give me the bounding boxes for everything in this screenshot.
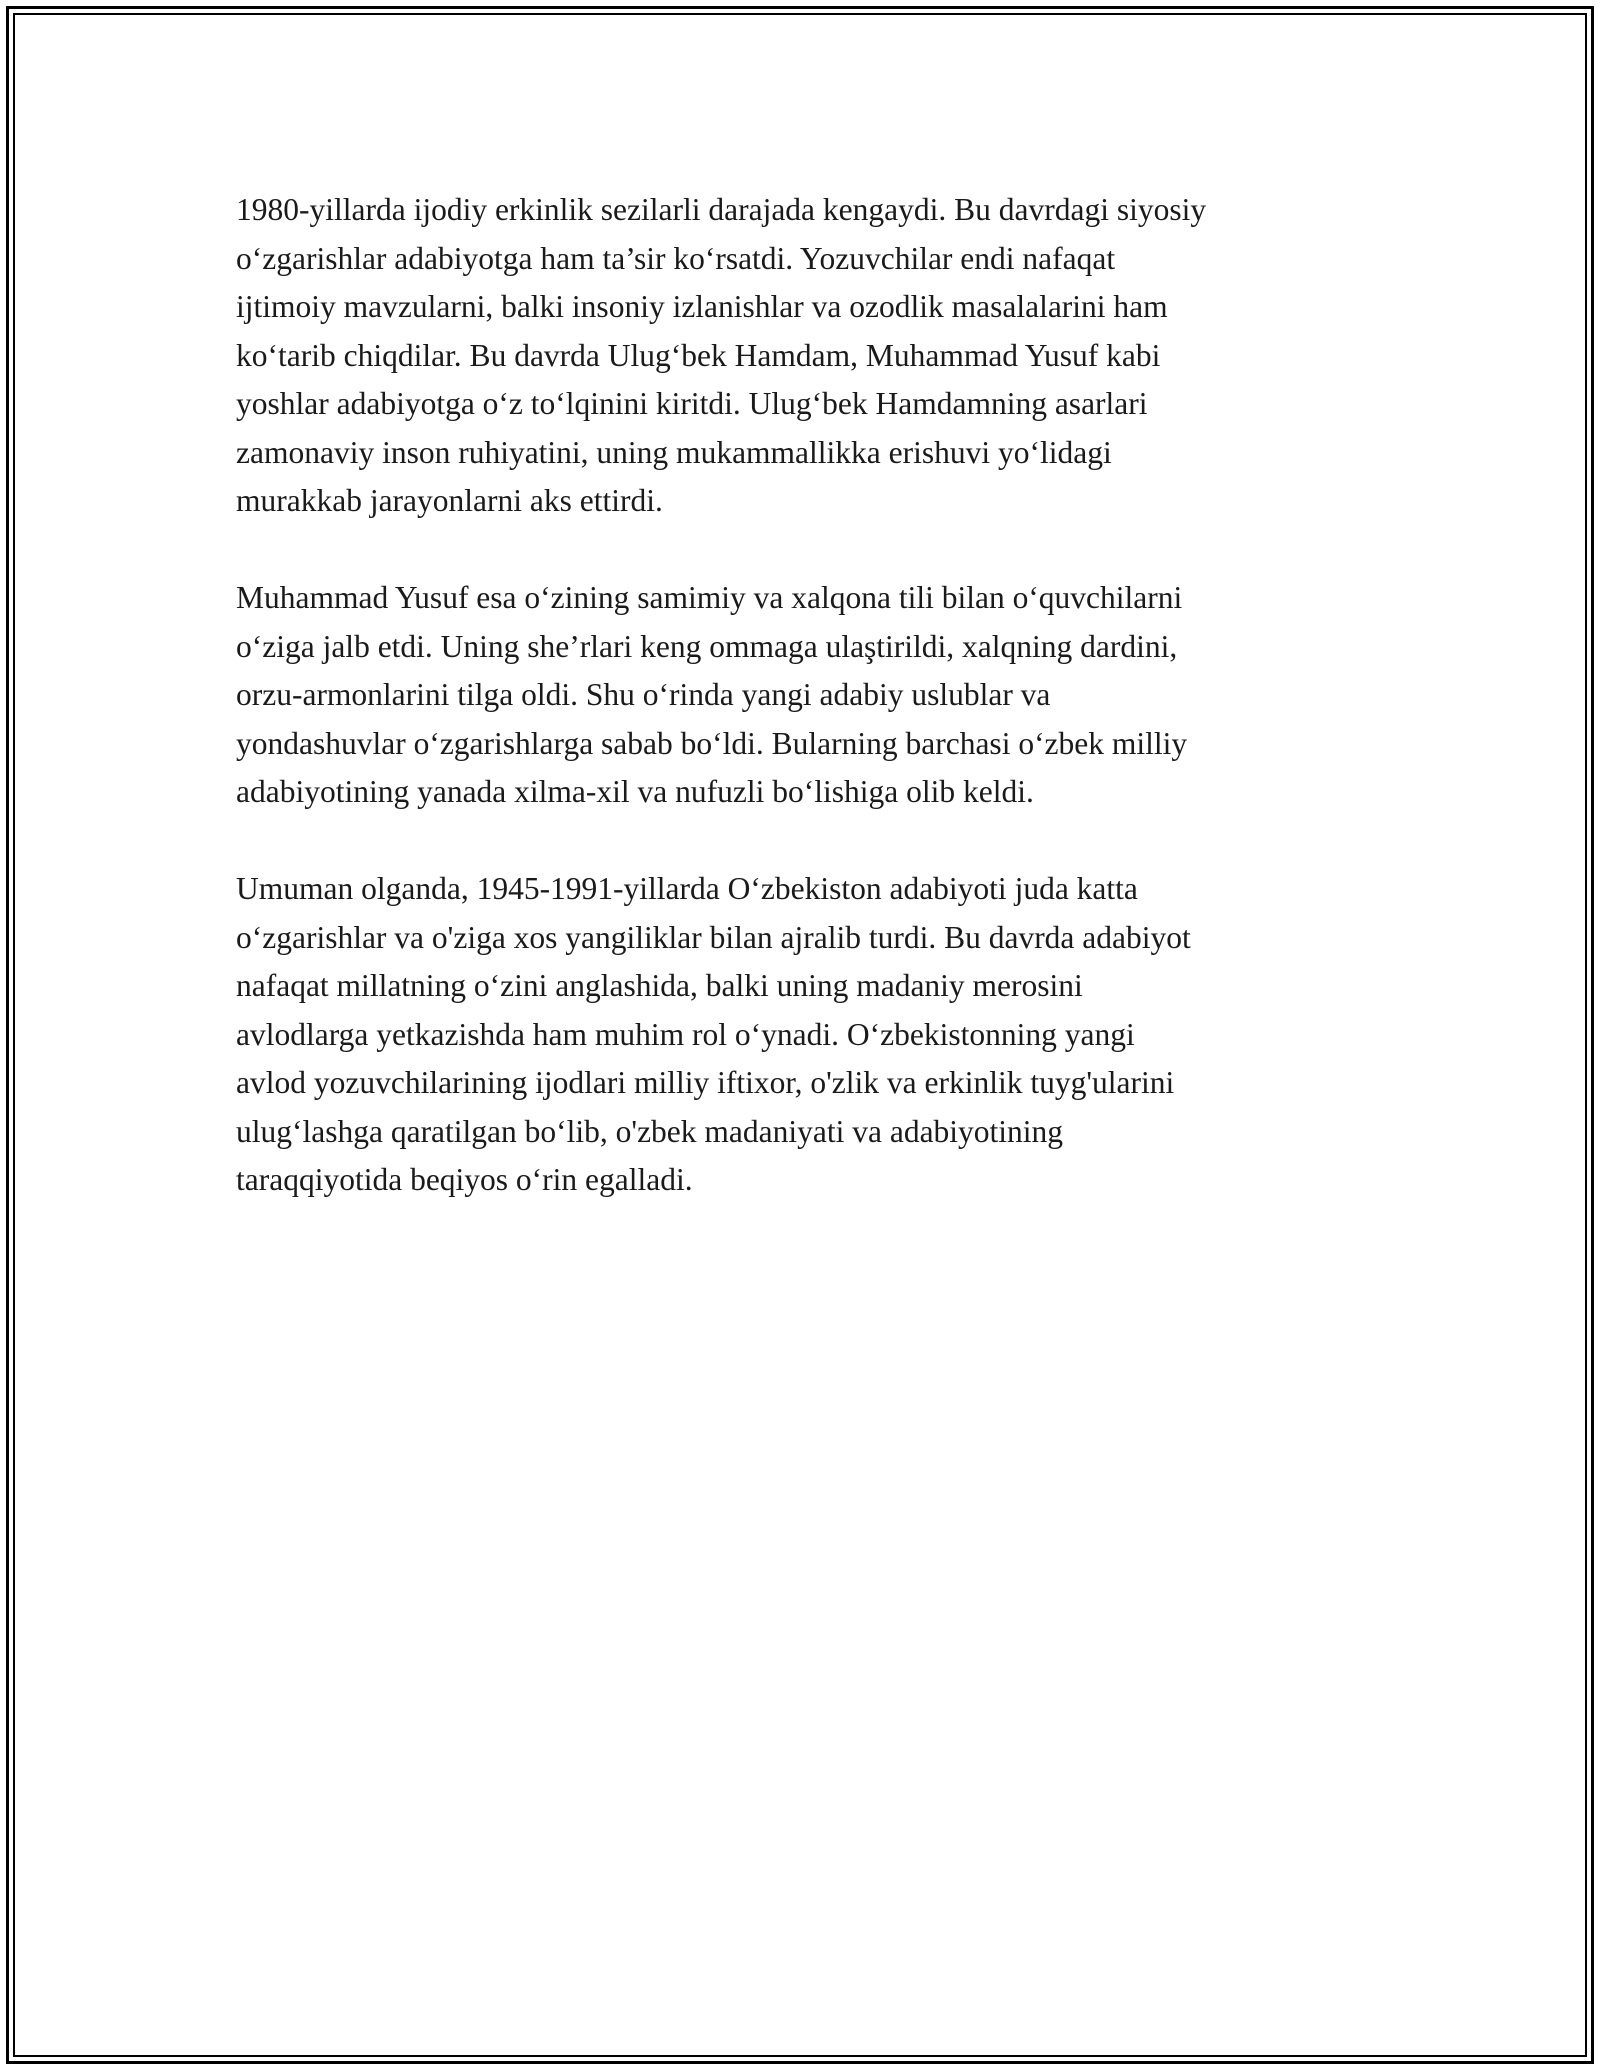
- text-line: nafaqat millatning o‘zini anglashida, balki uning madaniy merosini: [236, 968, 1083, 1003]
- document-body: [236, 186, 1376, 1253]
- text-line: orzu-armonlarini tilga oldi. Shu o‘rinda yangi adabiy uslublar va: [236, 677, 1051, 712]
- paragraph-1: [236, 186, 1376, 526]
- text-line: murakkab jarayonlarni aks ettirdi.: [236, 483, 663, 518]
- paragraph-3: [236, 865, 1376, 1205]
- text-line: yoshlar adabiyotga o‘z to‘lqinini kiritdi. Ulug‘bek Hamdamning asarlari: [236, 386, 1148, 421]
- text-line: avlodlarga yetkazishda ham muhim rol o‘ynadi. O‘zbekistonning yangi: [236, 1016, 1135, 1052]
- text-line: ko‘tarib chiqdilar. Bu davrda Ulug‘bek Hamdam, Muhammad Yusuf kabi: [236, 337, 1161, 373]
- paragraph-2: [236, 574, 1376, 817]
- text-line: Muhammad Yusuf esa o‘zining samimiy va xalqona tili bilan o‘quvchilarni: [236, 580, 1183, 615]
- text-line: o‘zgarishlar adabiyotga ham ta’sir ko‘rsatdi. Yozuvchilar endi nafaqat: [236, 240, 1116, 276]
- text-line: ijtimoiy mavzularni, balki insoniy izlanishlar va ozodlik masalalarini ham: [236, 289, 1168, 324]
- text-line: taraqqiyotida beqiyos o‘rin egalladi.: [236, 1162, 693, 1197]
- text-line: adabiyotining yanada xilma-xil va nufuzli bo‘lishiga olib keldi.: [236, 774, 1034, 809]
- text-line: yondashuvlar o‘zgarishlarga sabab bo‘ldi. Bularning barchasi o‘zbek milliy: [236, 725, 1188, 761]
- text-line: 1980-yillarda ijodiy erkinlik sezilarli darajada kengaydi. Bu davrdagi siyosiy: [236, 192, 1207, 227]
- text-line: o‘zgarishlar va o'ziga xos yangiliklar bilan ajralib turdi. Bu davrda adabiyot: [236, 919, 1191, 955]
- text-line: zamonaviy inson ruhiyatini, uning mukammallikka erishuvi yo‘lidagi: [236, 434, 1112, 470]
- text-line: ulug‘lashga qaratilgan bo‘lib, o'zbek madaniyati va adabiyotining: [236, 1113, 1064, 1149]
- text-line: avlod yozuvchilarining ijodlari milliy iftixor, o'zlik va erkinlik tuyg'ularini: [236, 1065, 1175, 1100]
- text-line: Umuman olganda, 1945-1991-yillarda O‘zbekiston adabiyoti juda katta: [236, 871, 1138, 906]
- text-line: o‘ziga jalb etdi. Uning she’rlari keng ommaga ulaştirildi, xalqning dardini,: [236, 628, 1178, 664]
